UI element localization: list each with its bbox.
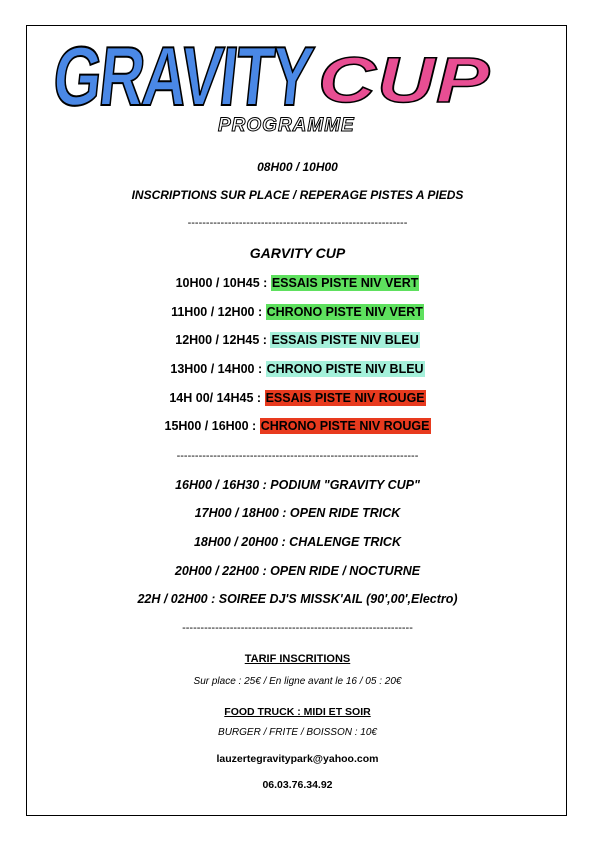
schedule-event-green: CHRONO PISTE NIV VERT xyxy=(266,305,423,319)
contact-phone: 06.03.76.34.92 xyxy=(262,779,333,791)
cup-title: GARVITY CUP xyxy=(249,245,346,261)
schedule-time: 15H00 / 16H00 : xyxy=(164,419,257,433)
evening-item: 22H / 02H00 : SOIREE DJ'S MISSK'AIL (90',00',Electro) xyxy=(137,592,458,606)
logo-gravity-word: GRAVITY xyxy=(48,30,316,124)
schedule-row xyxy=(0,420,595,433)
schedule-event-red: ESSAIS PISTE NIV ROUGE xyxy=(265,391,425,405)
logo-cup-word: CUP xyxy=(318,44,491,116)
schedule-event-blue: CHRONO PISTE NIV BLEU xyxy=(266,362,424,376)
separator-1: ------------------------------------------------------------ xyxy=(187,217,408,229)
schedule-row xyxy=(0,334,595,347)
evening-item: 20H00 / 22H00 : OPEN RIDE / NOCTURNE xyxy=(174,564,421,578)
tarif-heading: TARIF INSCRITIONS xyxy=(244,653,351,665)
schedule-event-green: ESSAIS PISTE NIV VERT xyxy=(271,276,419,290)
schedule-time: 11H00 / 12H00 : xyxy=(171,305,263,319)
contact-email: lauzertegravitypark@yahoo.com xyxy=(216,753,379,765)
tarif-text: Sur place : 25€ / En ligne avant le 16 / 05 : 20€ xyxy=(193,676,402,687)
schedule-event-blue: ESSAIS PISTE NIV BLEU xyxy=(271,333,419,347)
food-heading: FOOD TRUCK : MIDI ET SOIR xyxy=(224,706,371,718)
schedule-time: 14H 00/ 14H45 : xyxy=(169,391,262,405)
intro-activity: INSCRIPTIONS SUR PLACE / REPERAGE PISTES A PIEDS xyxy=(131,188,464,202)
schedule-time: 10H00 / 10H45 : xyxy=(175,276,268,290)
evening-item: 16H00 / 16H30 : PODIUM "GRAVITY CUP" xyxy=(175,478,420,492)
evening-item: 18H00 / 20H00 : CHALENGE TRICK xyxy=(193,535,401,549)
intro-time: 08H00 / 10H00 xyxy=(257,160,338,174)
gravity-cup-logo xyxy=(50,28,530,143)
schedule-row xyxy=(0,363,595,376)
schedule-time: 12H00 / 12H45 : xyxy=(175,333,267,347)
schedule-event-red: CHRONO PISTE NIV ROUGE xyxy=(260,419,430,433)
schedule-row xyxy=(0,392,595,405)
food-text: BURGER / FRITE / BOISSON : 10€ xyxy=(218,727,377,738)
separator-3: --------------------------------------------------------------- xyxy=(182,622,413,634)
evening-item: 17H00 / 18H00 : OPEN RIDE TRICK xyxy=(194,506,401,520)
logo-programme-subtitle: PROGRAMME xyxy=(218,115,355,136)
schedule-time: 13H00 / 14H00 : xyxy=(170,362,263,376)
schedule-row xyxy=(0,277,595,290)
separator-2: ------------------------------------------------------------------ xyxy=(176,450,419,462)
schedule-row xyxy=(0,306,595,319)
